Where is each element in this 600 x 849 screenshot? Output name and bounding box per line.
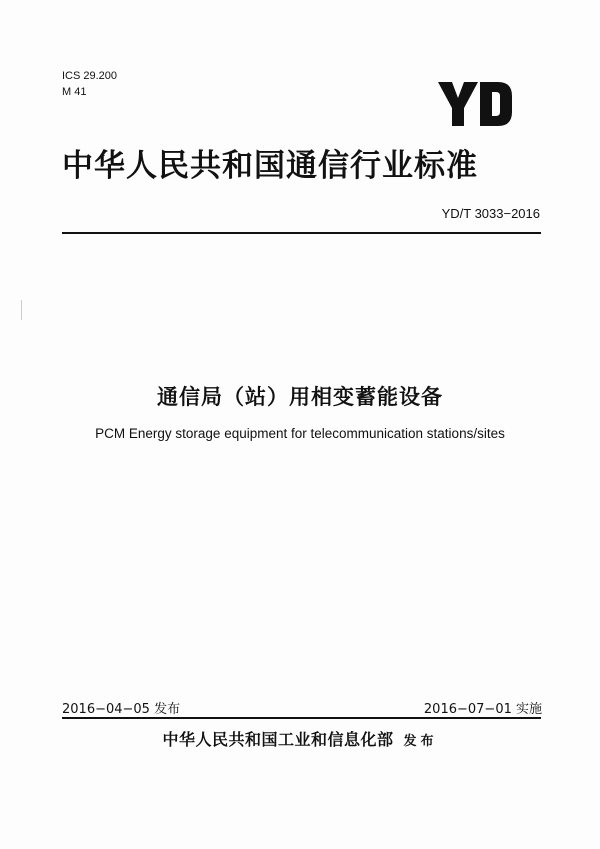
implementation-date: 2016−07−01 实施 xyxy=(423,702,542,717)
yd-logo-graphic xyxy=(438,80,514,130)
ccs-code: M 41 xyxy=(62,86,87,98)
document-title-chinese: 通信局（站）用相变蓄能设备 xyxy=(157,385,443,409)
document-title-english: PCM Energy storage equipment for telecommunication stations/sites xyxy=(95,426,505,441)
yd-logo xyxy=(438,80,514,130)
issue-date: 2016−04−05 发布 xyxy=(62,702,181,717)
bottom-divider xyxy=(62,717,541,719)
publisher-action: 发布 xyxy=(403,734,438,749)
standard-type-title: 中华人民共和国通信行业标准 xyxy=(62,148,478,184)
scan-mark xyxy=(21,300,22,320)
publisher-name: 中华人民共和国工业和信息化部 xyxy=(162,730,394,749)
publisher-line xyxy=(0,727,600,750)
standard-number: YD/T 3033−2016 xyxy=(441,206,540,221)
classification-codes xyxy=(62,68,117,100)
top-divider xyxy=(62,232,541,234)
ics-code: ICS 29.200 xyxy=(62,70,118,82)
